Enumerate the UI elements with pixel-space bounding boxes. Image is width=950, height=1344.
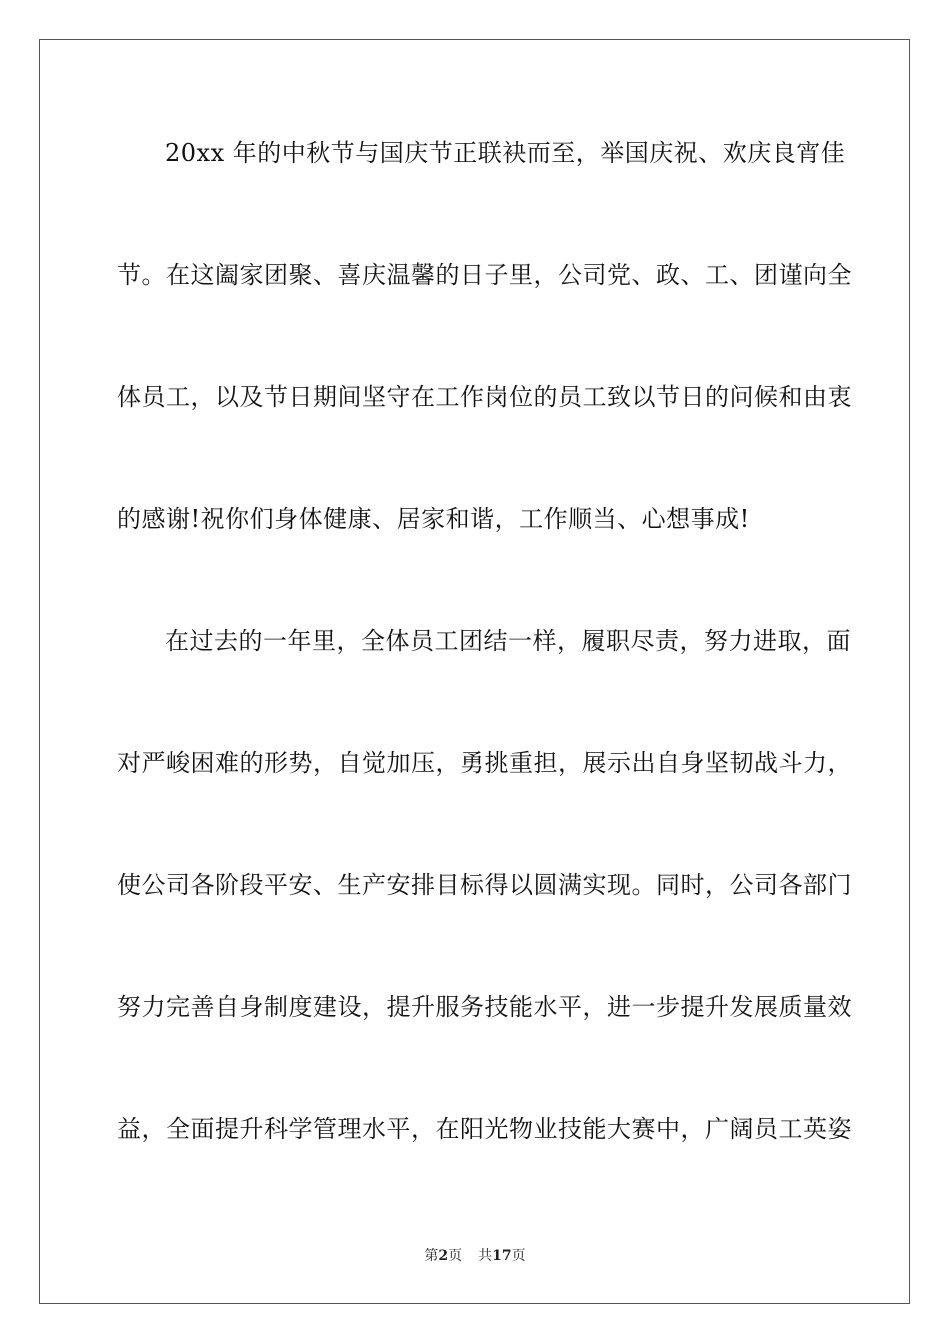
paragraph-1-line-4: 的感谢!祝你们身体健康、居家和谐，工作顺当、心想事成! xyxy=(117,505,750,533)
paragraph-2-line-2: 对严峻困难的形势，自觉加压，勇挑重担，展示出自身坚韧战斗力， xyxy=(117,749,852,777)
page-suffix: 页 xyxy=(448,1248,463,1264)
paragraph-1-line-1: 20xx 年的中秋节与国庆节正联袂而至，举国庆祝、欢庆良宵佳 xyxy=(165,139,846,167)
total-pages: 17 xyxy=(492,1248,512,1264)
paragraph-1-line-2: 节。在这阖家团聚、喜庆温馨的日子里，公司党、政、工、团谨向全 xyxy=(117,261,852,289)
total-suffix: 页 xyxy=(511,1248,526,1264)
paragraph-2-line-4: 努力完善自身制度建设，提升服务技能水平，进一步提升发展质量效 xyxy=(117,993,852,1021)
paragraph-2-line-1: 在过去的一年里，全体员工团结一样，履职尽责，努力进取，面 xyxy=(165,627,851,655)
page-prefix: 第 xyxy=(424,1248,439,1264)
paragraph-2-line-5: 益，全面提升科学管理水平，在阳光物业技能大赛中，广阔员工英姿 xyxy=(117,1115,852,1143)
page-number: 2 xyxy=(438,1248,449,1264)
total-prefix: 共 xyxy=(478,1248,493,1264)
paragraph-1-line-3: 体员工，以及节日期间坚守在工作岗位的员工致以节日的问候和由衷 xyxy=(117,383,852,411)
page-footer xyxy=(0,1247,950,1265)
paragraph-2-line-3: 使公司各阶段平安、生产安排目标得以圆满实现。同时，公司各部门 xyxy=(117,871,852,899)
